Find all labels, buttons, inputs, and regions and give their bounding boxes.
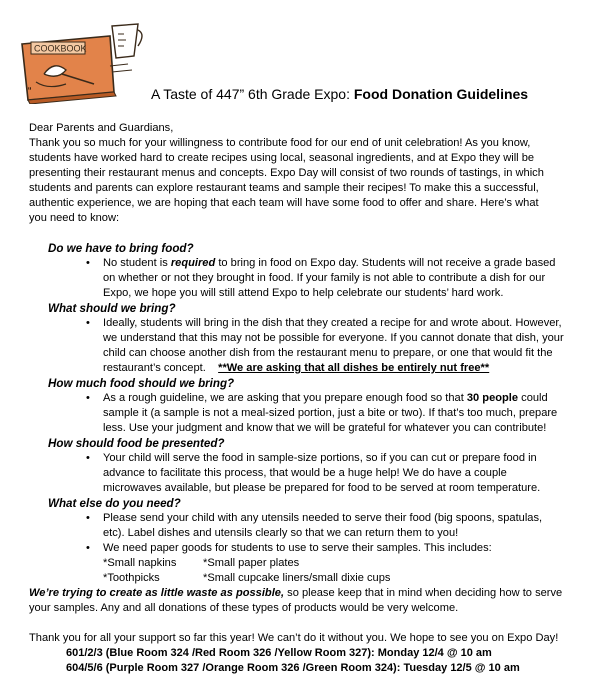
- intro-line: presenting their restaurant menus and concepts. Expo Day will consist of two rounds of tastings, in which: [29, 167, 544, 179]
- supply-item: *Small paper plates: [203, 557, 300, 569]
- letter-body: [29, 121, 577, 676]
- section-heading: How should food be presented?: [48, 437, 225, 450]
- bullet-list: [29, 391, 577, 436]
- section-heading: Do we have to bring food?: [48, 242, 194, 255]
- logo-label: COOKBOOK: [34, 43, 87, 54]
- intro-line: Thank you so much for your willingness to contribute food for our end of unit celebration! As you know,: [29, 137, 531, 149]
- title-bold: Food Donation Guidelines: [353, 86, 529, 102]
- intro-line: students have worked hard to create recipes using local, seasonal ingredients, and at Expo they will be: [29, 152, 535, 164]
- page-title: [151, 86, 528, 102]
- supply-item: *Small cupcake liners/small dixie cups: [203, 572, 391, 584]
- nut-free-note: **We are asking that all dishes be entirely nut free**: [218, 362, 490, 374]
- section-heading: How much food should we bring?: [48, 377, 235, 390]
- intro-line: you need to know:: [29, 212, 120, 224]
- bullet-item: • Please send your child with any utensils needed to serve their food (big spoons, spatulas, etc). Label dishes and utensils clearly so that we can return them to you!: [103, 511, 577, 541]
- thanks-line: Thank you for all your support so far this year! We can’t do it without you. We hope to see you on Expo Day!: [29, 632, 559, 644]
- schedule-line: 601/2/3 (Blue Room 324 /Red Room 326 /Yellow Room 327): Monday 12/4 @ 10 am: [66, 647, 492, 659]
- waste-note-line: your samples. Any and all donations of these types of products would be very welcome.: [29, 602, 459, 614]
- section-heading: What else do you need?: [48, 497, 181, 510]
- bullet-item: • We need paper goods for students to use to serve their samples. This includes: *Small napkins *Small paper plates *Toothpicks *Small cupcake liners/small dixie cups: [103, 541, 577, 586]
- bullet-item: • As a rough guideline, we are asking that you prepare enough food so that 30 people could sample it (a sample is not a meal-sized portion, just a bite or two). If that’s too much, prepare less. Use your judgment and know that we will be grateful for whatever you can contribute!: [103, 391, 577, 436]
- schedule-line: 604/5/6 (Purple Room 327 /Orange Room 326 /Green Room 324): Tuesday 12/5 @ 10 am: [66, 662, 520, 674]
- bullet-list: [29, 256, 577, 301]
- bullet-item: • Your child will serve the food in sample-size portions, so if you can cut or prepare food in advance to facilitate this process, that would be a huge help! We do have a couple microwaves available, but please be prepared for food to be served at room temperature.: [103, 451, 577, 496]
- cookbook-logo: [14, 22, 146, 104]
- bullet-item: • Ideally, students will bring in the dish that they created a recipe for and wrote about. However, we understand that this may not be possible for everyone. If you cannot donate that dish, your child can choose another dish from the restaurant menu to prepare, or one that would fit the restaurant’s concept. **We are asking that all dishes be entirely nut free**: [103, 316, 577, 376]
- bullet-item: • No student is required to bring in food on Expo day. Students will not receive a grade based on whether or not they brought in food. If your family is not able to contribute a dish for our Expo, we hope you will still attend Expo to help celebrate our students’ hard work.: [103, 256, 577, 301]
- intro-line: authentic experience, we are hoping that each team will have some food to offer and share. Here’s what: [29, 197, 539, 209]
- quote-mark: “: [28, 86, 32, 97]
- section-heading: What should we bring?: [48, 302, 176, 315]
- waste-note: We’re trying to create as little waste as possible, so please keep that in mind when deciding how to serve: [29, 587, 563, 599]
- bullet-list: [29, 316, 577, 376]
- title-prefix: A Taste of 447” 6th Grade Expo:: [151, 86, 354, 102]
- supply-item: *Small napkins: [103, 557, 177, 569]
- bullet-list: [29, 451, 577, 496]
- intro-line: students and parents can explore restaurant teams and sample their recipes! To make this a successful,: [29, 182, 539, 194]
- bullet-list: [29, 511, 577, 586]
- supply-item: *Toothpicks: [103, 572, 160, 584]
- greeting: Dear Parents and Guardians,: [29, 122, 174, 134]
